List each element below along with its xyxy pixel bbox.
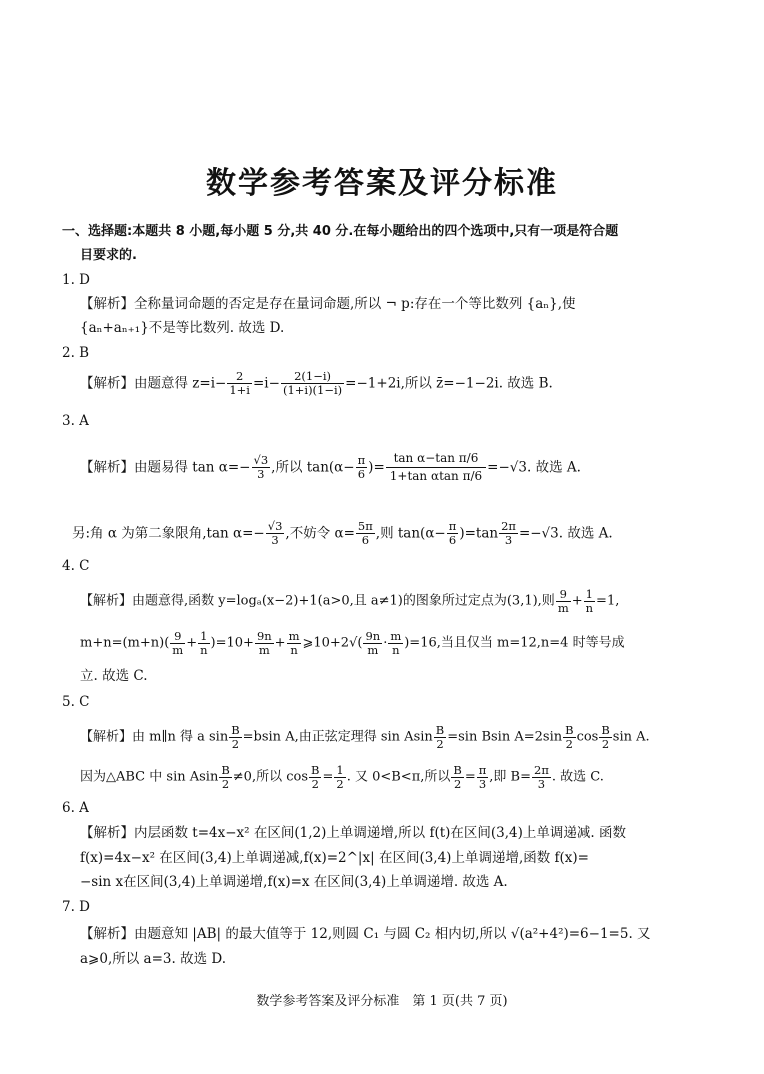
- q2-text-mid: =i−: [253, 375, 280, 392]
- q3-alt-f1-den: 3: [271, 533, 279, 547]
- q3-text-mid1: ,所以 tan(α−: [271, 459, 355, 476]
- q3-alt-fraction-3: [447, 520, 459, 547]
- q5-l1-f3-den: 2: [565, 737, 573, 751]
- q3-text-pre: 【解析】由题易得 tan α=−: [80, 459, 251, 476]
- q4-l1-pre: 【解析】由题意得,函数 y=logₐ(x−2)+1(a>0,且 a≠1)的图象所过定点为(3,1),则: [80, 593, 555, 609]
- q3-alt-mid2: ,则 tan(α−: [375, 525, 446, 542]
- q5-l2-mid: ≠0,所以 cos: [232, 769, 308, 785]
- q5-l2-f4-num: B: [453, 763, 462, 777]
- q4-l2-f4-num: m: [288, 629, 300, 643]
- q3-alt-f2-num: 5π: [357, 519, 373, 533]
- q2-f2-den: (1+i)(1−i): [282, 383, 343, 397]
- q5-l2-post: . 故选 C.: [551, 769, 604, 785]
- q4-l2-f6-num: m: [390, 629, 402, 643]
- q3-alt-pre: 另:角 α 为第二象限角,tan α=−: [72, 525, 265, 542]
- page-footer: 数学参考答案及评分标准 第 1 页(共 7 页): [256, 994, 508, 1009]
- q4-l1-f1-num: 9: [556, 588, 571, 602]
- q7-explanation-line1: 【解析】由题意知 |AB| 的最大值等于 12,则圆 C₁ 与圆 C₂ 相内切,所以 √(a²+4²)=6−1=5. 又: [80, 926, 651, 942]
- q5-l2-f3-den: 2: [336, 777, 344, 791]
- q4-l1-fraction-1: [556, 588, 571, 615]
- q4-l2-f6-den: n: [392, 643, 400, 657]
- q7-explanation-line2: a⩾0,所以 a=3. 故选 D.: [80, 951, 226, 967]
- q5-explanation-line2: [80, 764, 604, 791]
- q4-l2-f2-num: 1: [198, 630, 209, 644]
- q5-l1-fraction-2: [434, 724, 446, 751]
- q2-explanation: [80, 370, 553, 397]
- q4-l2-plus: +: [186, 635, 198, 651]
- q2-f1-num: 2: [227, 370, 252, 384]
- q5-l1-f2-den: 2: [436, 737, 444, 751]
- q2-fraction-2: [281, 370, 344, 397]
- q2-f2-num: 2(1−i): [281, 370, 344, 384]
- q4-explanation-line1: [80, 588, 619, 615]
- section-heading-line2: 目要求的.: [80, 248, 137, 263]
- q5-l2-f6-num: 2π: [534, 763, 549, 777]
- q6-explanation-line1: 【解析】内层函数 t=4x−x² 在区间(1,2)上单调递增,所以 f(t)在区间(3,4)上单调递减. 函数: [80, 825, 626, 841]
- q3-text-post: =−√3. 故选 A.: [487, 459, 581, 476]
- q3-f2-den: 6: [357, 467, 366, 481]
- q4-answer: 4. C: [62, 558, 90, 574]
- q3-big-num: tan α−tan π/6: [386, 450, 486, 468]
- q4-l2-f3-num: 9n: [256, 629, 272, 643]
- q4-l2-f5-num: 9n: [365, 629, 381, 643]
- q6-answer: 6. A: [62, 800, 89, 816]
- q5-l1-mid: =bsin A,由正弦定理得 sin Asin: [242, 729, 433, 745]
- q3-f1-den: 3: [257, 467, 265, 481]
- q4-explanation-line3: 立. 故选 C.: [80, 668, 148, 684]
- q3-alt-f3-num: π: [448, 519, 457, 533]
- q4-l2-f5-den: m: [367, 643, 379, 657]
- q4-l2-mid: )=10+: [210, 635, 254, 651]
- q4-l2-dot: ·: [383, 635, 388, 651]
- q4-l1-mid: +: [571, 593, 583, 609]
- q3-alt-f2-den: 6: [361, 533, 370, 547]
- q5-l2-fraction-6: [532, 764, 551, 791]
- q4-l2-post: )=16,当且仅当 m=12,n=4 时等号成: [404, 635, 625, 651]
- q5-l2-f4-den: 2: [453, 777, 462, 791]
- q5-l1-fraction-1: [229, 724, 241, 751]
- q4-l2-fraction-1: [170, 630, 185, 657]
- q3-fraction-2: [356, 454, 368, 481]
- q5-l2-eq2: =: [464, 769, 476, 785]
- q4-l2-plus2: +: [274, 635, 286, 651]
- q3-alt-fraction-4: [499, 520, 518, 547]
- q2-text-post: =−1+2i,所以 z̄=−1−2i. 故选 B.: [345, 375, 553, 392]
- q4-l2-f1-num: 9: [170, 630, 185, 644]
- q5-l2-f1-num: B: [221, 763, 230, 777]
- q5-l1-fraction-3: [563, 724, 575, 751]
- q5-l2-fraction-3: [334, 764, 345, 791]
- q4-l2-fraction-6: [388, 630, 403, 657]
- q5-l2-eq: =: [322, 769, 334, 785]
- q3-alt-f1-num: √3: [267, 519, 283, 533]
- q3-alt-mid1: ,不妨令 α=: [285, 525, 355, 542]
- q4-l2-fraction-4: [287, 630, 302, 657]
- q5-l2-f2-num: B: [311, 763, 320, 777]
- q5-l1-mid2: =sin Bsin A=2sin: [447, 729, 563, 745]
- q5-l2-pre: 因为△ABC 中 sin Asin: [80, 769, 219, 785]
- q5-l2-f3-num: 1: [336, 763, 344, 777]
- q2-answer: 2. B: [62, 345, 90, 361]
- q5-l2-f5-den: 3: [478, 777, 487, 791]
- q3-answer: 3. A: [62, 413, 89, 429]
- q3-alt-f4-num: 2π: [501, 519, 516, 533]
- q5-l1-mid3: cos: [576, 729, 599, 745]
- q5-l2-fraction-5: [477, 764, 489, 791]
- q2-f1-den: 1+i: [229, 383, 250, 397]
- page-title: 数学参考答案及评分标准: [206, 166, 558, 201]
- q4-l1-f1-den: m: [557, 601, 569, 615]
- q4-l2-pre: m+n=(m+n)(: [80, 635, 170, 651]
- q4-l2-fraction-5: [363, 630, 382, 657]
- q3-f1-num: √3: [253, 453, 269, 467]
- q3-alt-post: =−√3. 故选 A.: [518, 525, 613, 542]
- q5-l2-mid2: . 又 0<B<π,所以: [346, 769, 451, 785]
- q4-l2-fraction-3: [255, 630, 274, 657]
- q3-alt-fraction-2: [356, 520, 375, 547]
- q4-l2-fraction-2: [198, 630, 209, 657]
- q3-alt-f3-den: 6: [448, 533, 457, 547]
- q5-l1-f4-den: 2: [601, 737, 610, 751]
- q2-text-pre: 【解析】由题意得 z=i−: [80, 375, 227, 392]
- q5-l1-post: sin A.: [612, 729, 650, 745]
- q3-big-den: 1+tan αtan π/6: [389, 469, 483, 483]
- q3-f2-num: π: [357, 453, 366, 467]
- q3-alt-fraction-1: [266, 520, 285, 547]
- q5-l1-f1-num: B: [231, 723, 240, 737]
- q5-answer: 5. C: [62, 694, 90, 710]
- q4-l2-mid2: ⩾10+2√(: [302, 635, 363, 651]
- q2-fraction-1: [227, 370, 252, 397]
- q4-l2-f1-den: m: [172, 643, 184, 657]
- q4-l1-post: =1,: [596, 593, 620, 609]
- q5-l1-f1-den: 2: [231, 737, 240, 751]
- q5-l2-fraction-2: [309, 764, 321, 791]
- q5-l1-f2-num: B: [435, 723, 445, 737]
- q5-l1-pre: 【解析】由 m∥n 得 a sin: [80, 729, 229, 745]
- q4-l1-fraction-2: [584, 588, 595, 615]
- q4-l2-f2-den: n: [200, 643, 208, 657]
- q3-alternative: [72, 520, 613, 547]
- q3-alt-f4-den: 3: [504, 533, 513, 547]
- q5-l2-f1-den: 2: [221, 777, 230, 791]
- q5-l2-mid3: ,即 B=: [489, 769, 532, 785]
- q5-explanation-line1: [80, 724, 650, 751]
- q3-fraction-1: [252, 454, 271, 481]
- q4-l2-f4-den: n: [290, 643, 298, 657]
- q5-l1-f4-num: B: [601, 723, 610, 737]
- section-heading-line1: 一、选择题:本题共 8 小题,每小题 5 分,共 40 分.在每小题给出的四个选项中,只有一项是符合题: [62, 224, 619, 239]
- q5-l1-f3-num: B: [565, 723, 574, 737]
- q5-l2-f5-num: π: [478, 763, 487, 777]
- q4-explanation-line2: [80, 630, 625, 657]
- q5-l2-f2-den: 2: [311, 777, 319, 791]
- q3-text-mid2: )=: [368, 459, 385, 476]
- q5-l1-fraction-4: [599, 724, 611, 751]
- q5-l2-fraction-4: [451, 764, 463, 791]
- q1-explanation-line1: 【解析】全称量词命题的否定是存在量词命题,所以 ¬ p:存在一个等比数列 {aₙ},使: [80, 296, 576, 312]
- q6-explanation-line2: f(x)=4x−x² 在区间(3,4)上单调递减,f(x)=2^|x| 在区间(3,4)上单调递增,函数 f(x)=: [80, 850, 589, 866]
- q4-l2-f3-den: m: [258, 643, 270, 657]
- q1-answer: 1. D: [62, 272, 90, 288]
- q7-answer: 7. D: [62, 899, 90, 915]
- q4-l1-f2-num: 1: [584, 588, 595, 602]
- q5-l2-f6-den: 3: [537, 777, 546, 791]
- q3-explanation: [80, 450, 581, 485]
- q3-big-fraction: [386, 450, 486, 485]
- q1-explanation-line2: {aₙ+aₙ₊₁}不是等比数列. 故选 D.: [80, 320, 285, 336]
- q6-explanation-line3: −sin x在区间(3,4)上单调递增,f(x)=x 在区间(3,4)上单调递增. 故选 A.: [80, 874, 508, 890]
- q4-l1-f2-den: n: [585, 601, 594, 615]
- q3-alt-mid3: )=tan: [459, 525, 499, 542]
- q5-l2-fraction-1: [219, 764, 231, 791]
